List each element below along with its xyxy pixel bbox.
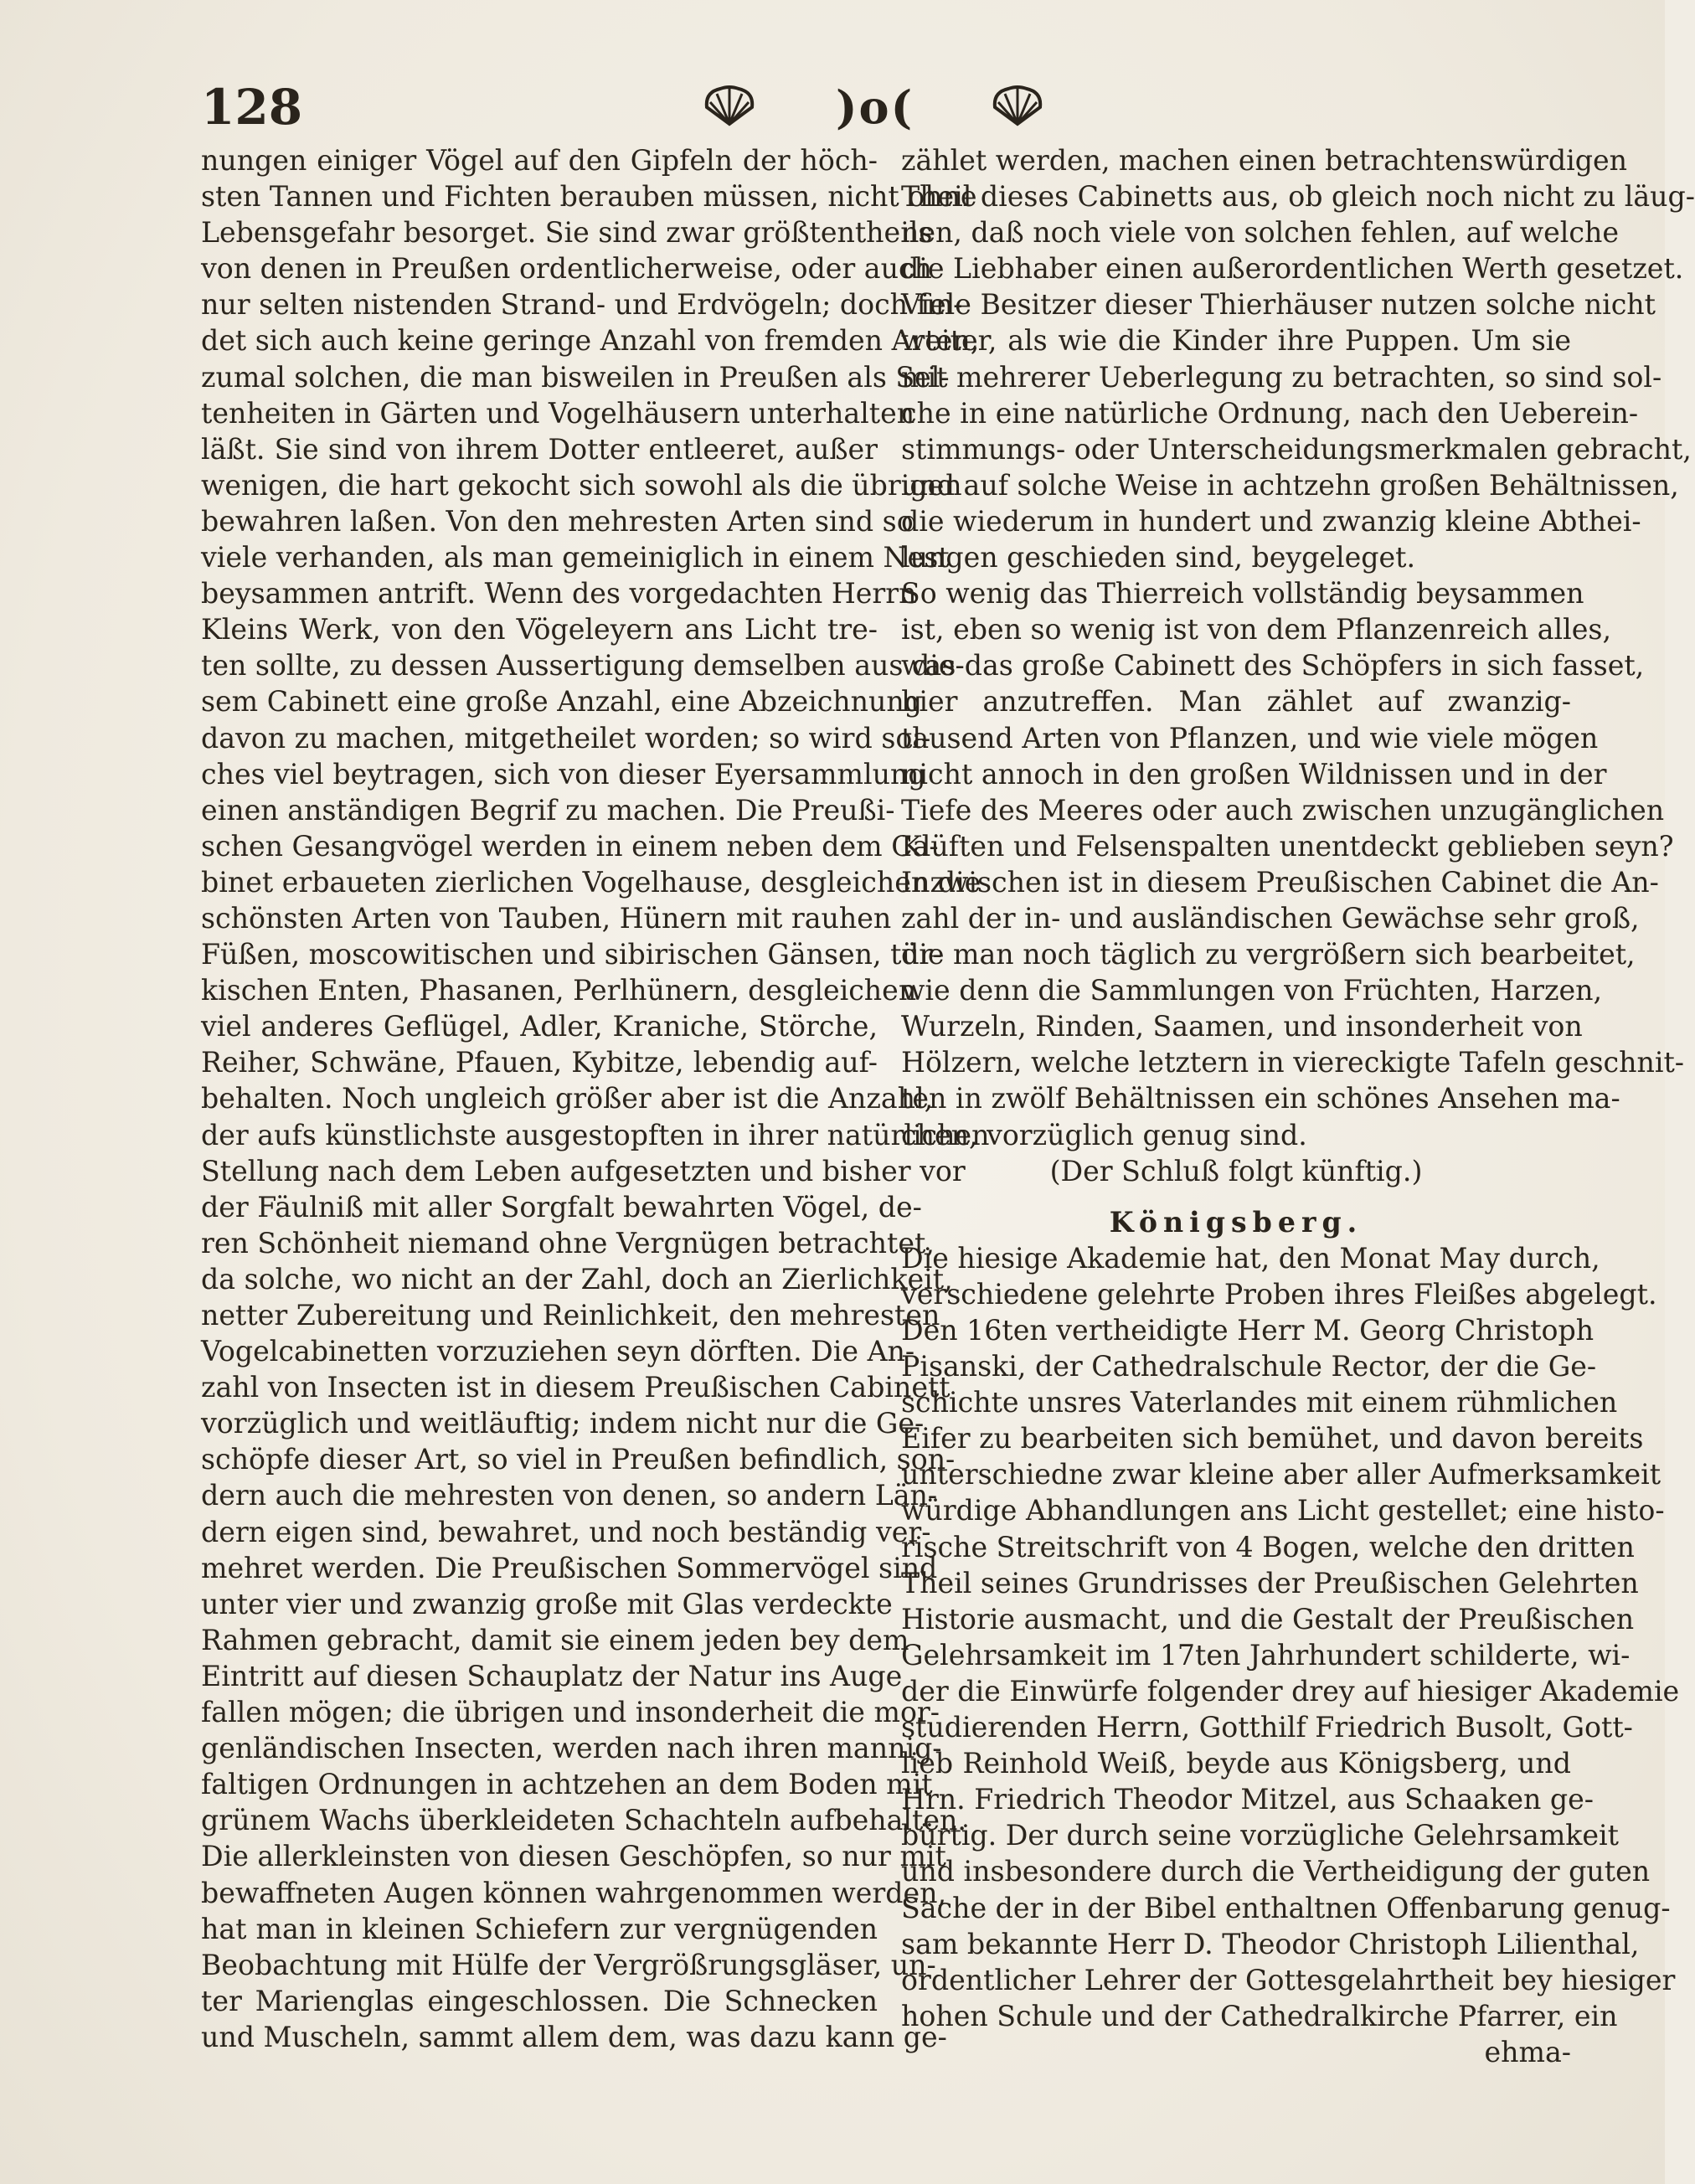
text-line: grünem Wachs überkleideten Schachteln aufbehalten. — [201, 1804, 966, 1837]
text-line: Historie ausmacht, und die Gestalt der Preußischen — [901, 1602, 1635, 1635]
text-line: Lebensgefahr besorget. Sie sind zwar größtentheils — [201, 216, 933, 250]
text-line: davon zu machen, mitgetheilet worden; so wird sol- — [201, 721, 931, 755]
shell-ornament-icon — [700, 82, 759, 129]
text-line: Rahmen gebracht, damit sie einem jeden bey dem — [201, 1623, 909, 1656]
text-line: Reiher, Schwäne, Pfauen, Kybitze, lebendig auf- — [201, 1046, 878, 1079]
text-line: die Liebhaber einen außerordentlichen Werth gesetzet. — [901, 252, 1684, 286]
text-line: zumal solchen, die man bisweilen in Preußen als Sel- — [201, 360, 950, 394]
text-line: bewaffneten Augen können wahrgenommen werden, — [201, 1876, 947, 1909]
text-line: tenheiten in Gärten und Vogelhäusern unterhalten — [201, 396, 915, 430]
text-line: lungen geschieden sind, beygeleget. — [901, 541, 1416, 574]
text-line: ren Schönheit niemand ohne Vergnügen betrachtet, — [201, 1226, 935, 1259]
text-line: netter Zubereitung und Reinlichkeit, den mehresten — [201, 1299, 940, 1332]
text-line: studierenden Herrn, Gotthilf Friedrich Busolt, Gott- — [901, 1711, 1633, 1744]
text-line: schen Gesangvögel werden in einem neben dem Ca- — [201, 829, 939, 863]
text-line: weiter, als wie die Kinder ihre Puppen. Um sie — [901, 324, 1571, 358]
text-line: ches viel beytragen, sich von dieser Eyersammlung — [201, 757, 926, 791]
text-line: Wurzeln, Rinden, Saamen, und insonderheit von — [901, 1010, 1583, 1043]
text-line: mit mehrerer Ueberlegung zu betrachten, so sind sol- — [901, 360, 1662, 394]
text-line: Die hiesige Akademie hat, den Monat May durch, — [901, 1241, 1600, 1275]
text-line: binet erbaueten zierlichen Vogelhause, desgleichen die — [201, 865, 981, 899]
text-line: Stellung nach dem Leben aufgesetzten und bisher vor — [201, 1154, 966, 1187]
text-line: viel anderes Geflügel, Adler, Kraniche, Störche, — [201, 1010, 878, 1043]
text-line: sten Tannen und Fichten berauben müssen, nicht ohne — [201, 180, 977, 214]
text-line: Eifer zu bearbeiten sich bemühet, und davon bereits — [901, 1422, 1644, 1455]
text-line: nur selten nistenden Strand- und Erdvögeln; doch fin- — [201, 288, 963, 322]
text-line: sam bekannte Herr D. Theodor Christoph Lilienthal, — [901, 1927, 1640, 1960]
text-line: rische Streitschrift von 4 Bogen, welche den dritten — [901, 1530, 1635, 1563]
right-column — [901, 142, 1695, 2070]
text-line: dern auch die mehresten von denen, so andern Län- — [201, 1479, 938, 1512]
text-line: chen, vorzüglich genug sind. — [901, 1118, 1307, 1151]
paragraph-plant-kingdom — [901, 575, 1685, 1153]
text-line: det sich auch keine geringe Anzahl von fremden Arten, — [201, 324, 980, 358]
text-line: zahl von Insecten ist in diesem Preußischen Cabinett — [201, 1371, 951, 1404]
text-line: Klüften und Felsenspalten unentdeckt geblieben seyn? — [901, 829, 1674, 863]
text-line: wenigen, die hart gekocht sich sowohl als die übrigen — [201, 468, 962, 502]
text-line: hier anzutreffen. Man zählet auf zwanzig- — [901, 685, 1571, 719]
text-line: Tiefe des Meeres oder auch zwischen unzugänglichen — [901, 793, 1665, 827]
text-line: der die Einwürfe folgender drey auf hiesiger Akademie — [901, 1674, 1680, 1708]
text-line: verschiedene gelehrte Proben ihres Fleißes abgelegt. — [901, 1277, 1657, 1311]
text-line: Hrn. Friedrich Theodor Mitzel, aus Schaaken ge- — [901, 1783, 1594, 1816]
continued-note: (Der Schluß folgt künftig.) — [1049, 1154, 1423, 1187]
paragraph-natural-history — [901, 142, 1695, 575]
text-line: kischen Enten, Phasanen, Perlhünern, desgleichen — [201, 974, 917, 1007]
paragraph-academy — [901, 1240, 1680, 2034]
text-line: der aufs künstlichste ausgestopften in ihrer natürlichen — [201, 1118, 990, 1151]
text-line: Sache der in der Bibel enthaltnen Offenbarung genug- — [901, 1891, 1671, 1924]
text-line: schichte unsres Vaterlandes mit einem rühmlichen — [901, 1386, 1618, 1419]
shell-ornament-icon — [988, 82, 1047, 129]
text-line: wie denn die Sammlungen von Früchten, Harzen, — [901, 974, 1603, 1007]
text-line: faltigen Ordnungen in achtzehen an dem Boden mit — [201, 1768, 933, 1801]
text-line: nungen einiger Vögel auf den Gipfeln der höch- — [201, 144, 878, 177]
text-line: Eintritt auf diesen Schauplatz der Natur ins Auge — [201, 1659, 903, 1692]
text-line: Inzwischen ist in diesem Preußischen Cabinet die An- — [901, 865, 1659, 899]
text-line: nicht annoch in den großen Wildnissen und in der — [901, 757, 1607, 791]
text-line: che in eine natürliche Ordnung, nach den Ueberein- — [901, 396, 1639, 430]
text-line: ten in zwölf Behältnissen ein schönes Ansehen ma- — [901, 1082, 1620, 1115]
header-separator: )o( — [836, 80, 914, 134]
text-line: unterschiedne zwar kleine aber aller Aufmerksamkeit — [901, 1458, 1662, 1491]
text-line: ten sollte, zu dessen Aussertigung demselben aus die- — [201, 649, 965, 682]
text-line: nen, daß noch viele von solchen fehlen, auf welche — [901, 216, 1619, 250]
text-line: und insbesondere durch die Vertheidigung der guten — [901, 1855, 1651, 1888]
text-line: hohen Schule und der Cathedralkirche Pfarrer, ein — [901, 1999, 1618, 2032]
section-gap — [901, 1189, 1571, 1204]
text-line: der Fäulniß mit aller Sorgfalt bewahrten Vögel, de- — [201, 1190, 922, 1223]
text-line: fallen mögen; die übrigen und insonderheit die mor- — [201, 1696, 940, 1729]
page-header — [201, 74, 1571, 141]
text-line: was das große Cabinett des Schöpfers in sich fasset, — [901, 649, 1645, 682]
left-column — [201, 142, 990, 2055]
text-line: sem Cabinett eine große Anzahl, eine Abzeichnung — [201, 685, 923, 719]
text-line: mehret werden. Die Preußischen Sommervögel sind — [201, 1551, 938, 1584]
text-line: Beobachtung mit Hülfe der Vergrößrungsgläser, un- — [201, 1948, 936, 1981]
text-line: hat man in kleinen Schiefern zur vergnügenden — [201, 1912, 878, 1945]
section-heading: Königsberg. — [1109, 1205, 1363, 1239]
text-line: schönsten Arten von Tauben, Hünern mit rauhen — [201, 901, 892, 935]
text-line: viele verhanden, als man gemeiniglich in einem Nest — [201, 541, 950, 574]
text-line: zählet werden, machen einen betrachtenswürdigen — [901, 144, 1628, 177]
text-line: Pisanski, der Cathedralschule Rector, der die Ge- — [901, 1350, 1597, 1383]
text-line: tausend Arten von Pflanzen, und wie viele mögen — [901, 721, 1599, 755]
text-line: lieb Reinhold Weiß, beyde aus Königsberg, und — [901, 1747, 1571, 1780]
text-line: Theil dieses Cabinetts aus, ob gleich noch nicht zu läug- — [901, 180, 1695, 214]
text-line: zahl der in- und ausländischen Gewächse sehr groß, — [901, 901, 1640, 935]
text-line: Viele Besitzer dieser Thierhäuser nutzen solche nicht — [901, 288, 1656, 322]
text-line: Kleins Werk, von den Vögeleyern ans Licht tre- — [201, 613, 878, 646]
text-line: läßt. Sie sind von ihrem Dotter entleeret, außer — [201, 432, 878, 466]
text-line: und Muscheln, sammt allem dem, was dazu kann ge- — [201, 2020, 947, 2053]
text-line: die man noch täglich zu vergrößern sich bearbeitet, — [901, 938, 1636, 971]
text-line: bürtig. Der durch seine vorzügliche Gelehrsamkeit — [901, 1819, 1619, 1852]
text-line: behalten. Noch ungleich größer aber ist die Anzahl, — [201, 1082, 934, 1115]
text-line: und auf solche Weise in achtzehn großen Behältnissen, — [901, 468, 1679, 502]
text-line: Theil seines Grundrisses der Preußischen Gelehrten — [901, 1566, 1639, 1599]
text-line: Vogelcabinetten vorzuziehen seyn dörften. Die An- — [201, 1335, 915, 1368]
text-line: dern eigen sind, bewahret, und noch beständig ver- — [201, 1515, 931, 1548]
text-line: genländischen Insecten, werden nach ihren mannig- — [201, 1732, 942, 1765]
text-line: bewahren laßen. Von den mehresten Arten sind so — [201, 504, 914, 538]
text-line: stimmungs- oder Unterscheidungsmerkmalen gebracht, — [901, 432, 1692, 466]
text-line: vorzüglich und weitläuftig; indem nicht nur die Ge- — [201, 1407, 925, 1440]
text-line: von denen in Preußen ordentlicherweise, oder auch — [201, 252, 932, 286]
text-line: Hölzern, welche letztern in viereckigte Tafeln geschnit- — [901, 1046, 1685, 1079]
text-line: würdige Abhandlungen ans Licht gestellet; eine histo- — [901, 1494, 1665, 1527]
text-line: Die allerkleinsten von diesen Geschöpfen, so nur mit — [201, 1840, 946, 1873]
text-line: einen anständigen Begrif zu machen. Die Preußi- — [201, 793, 895, 827]
text-line: Füßen, moscowitischen und sibirischen Gänsen, tür- — [201, 938, 942, 971]
catchword: ehma- — [1484, 2035, 1571, 2068]
text-line: Den 16ten vertheidigte Herr M. Georg Christoph — [901, 1314, 1595, 1347]
text-line: unter vier und zwanzig große mit Glas verdeckte — [201, 1587, 893, 1620]
text-line: beysammen antrift. Wenn des vorgedachten Herrn — [201, 577, 917, 610]
page-number: 128 — [201, 79, 303, 136]
text-line: da solche, wo nicht an der Zahl, doch an Zierlichkeit, — [201, 1262, 953, 1295]
text-line: schöpfe dieser Art, so viel in Preußen befindlich, son- — [201, 1443, 956, 1476]
text-line: ordentlicher Lehrer der Gottesgelahrtheit bey hiesiger — [901, 1963, 1676, 1996]
text-line: So wenig das Thierreich vollständig beysammen — [901, 577, 1584, 610]
text-line: Gelehrsamkeit im 17ten Jahrhundert schilderte, wi- — [901, 1638, 1631, 1671]
text-line: ist, eben so wenig ist von dem Pflanzenreich alles, — [901, 613, 1611, 646]
text-line: die wiederum in hundert und zwanzig kleine Abthei- — [901, 504, 1641, 538]
text-line: ter Marienglas eingeschlossen. Die Schnecken — [201, 1984, 878, 2017]
